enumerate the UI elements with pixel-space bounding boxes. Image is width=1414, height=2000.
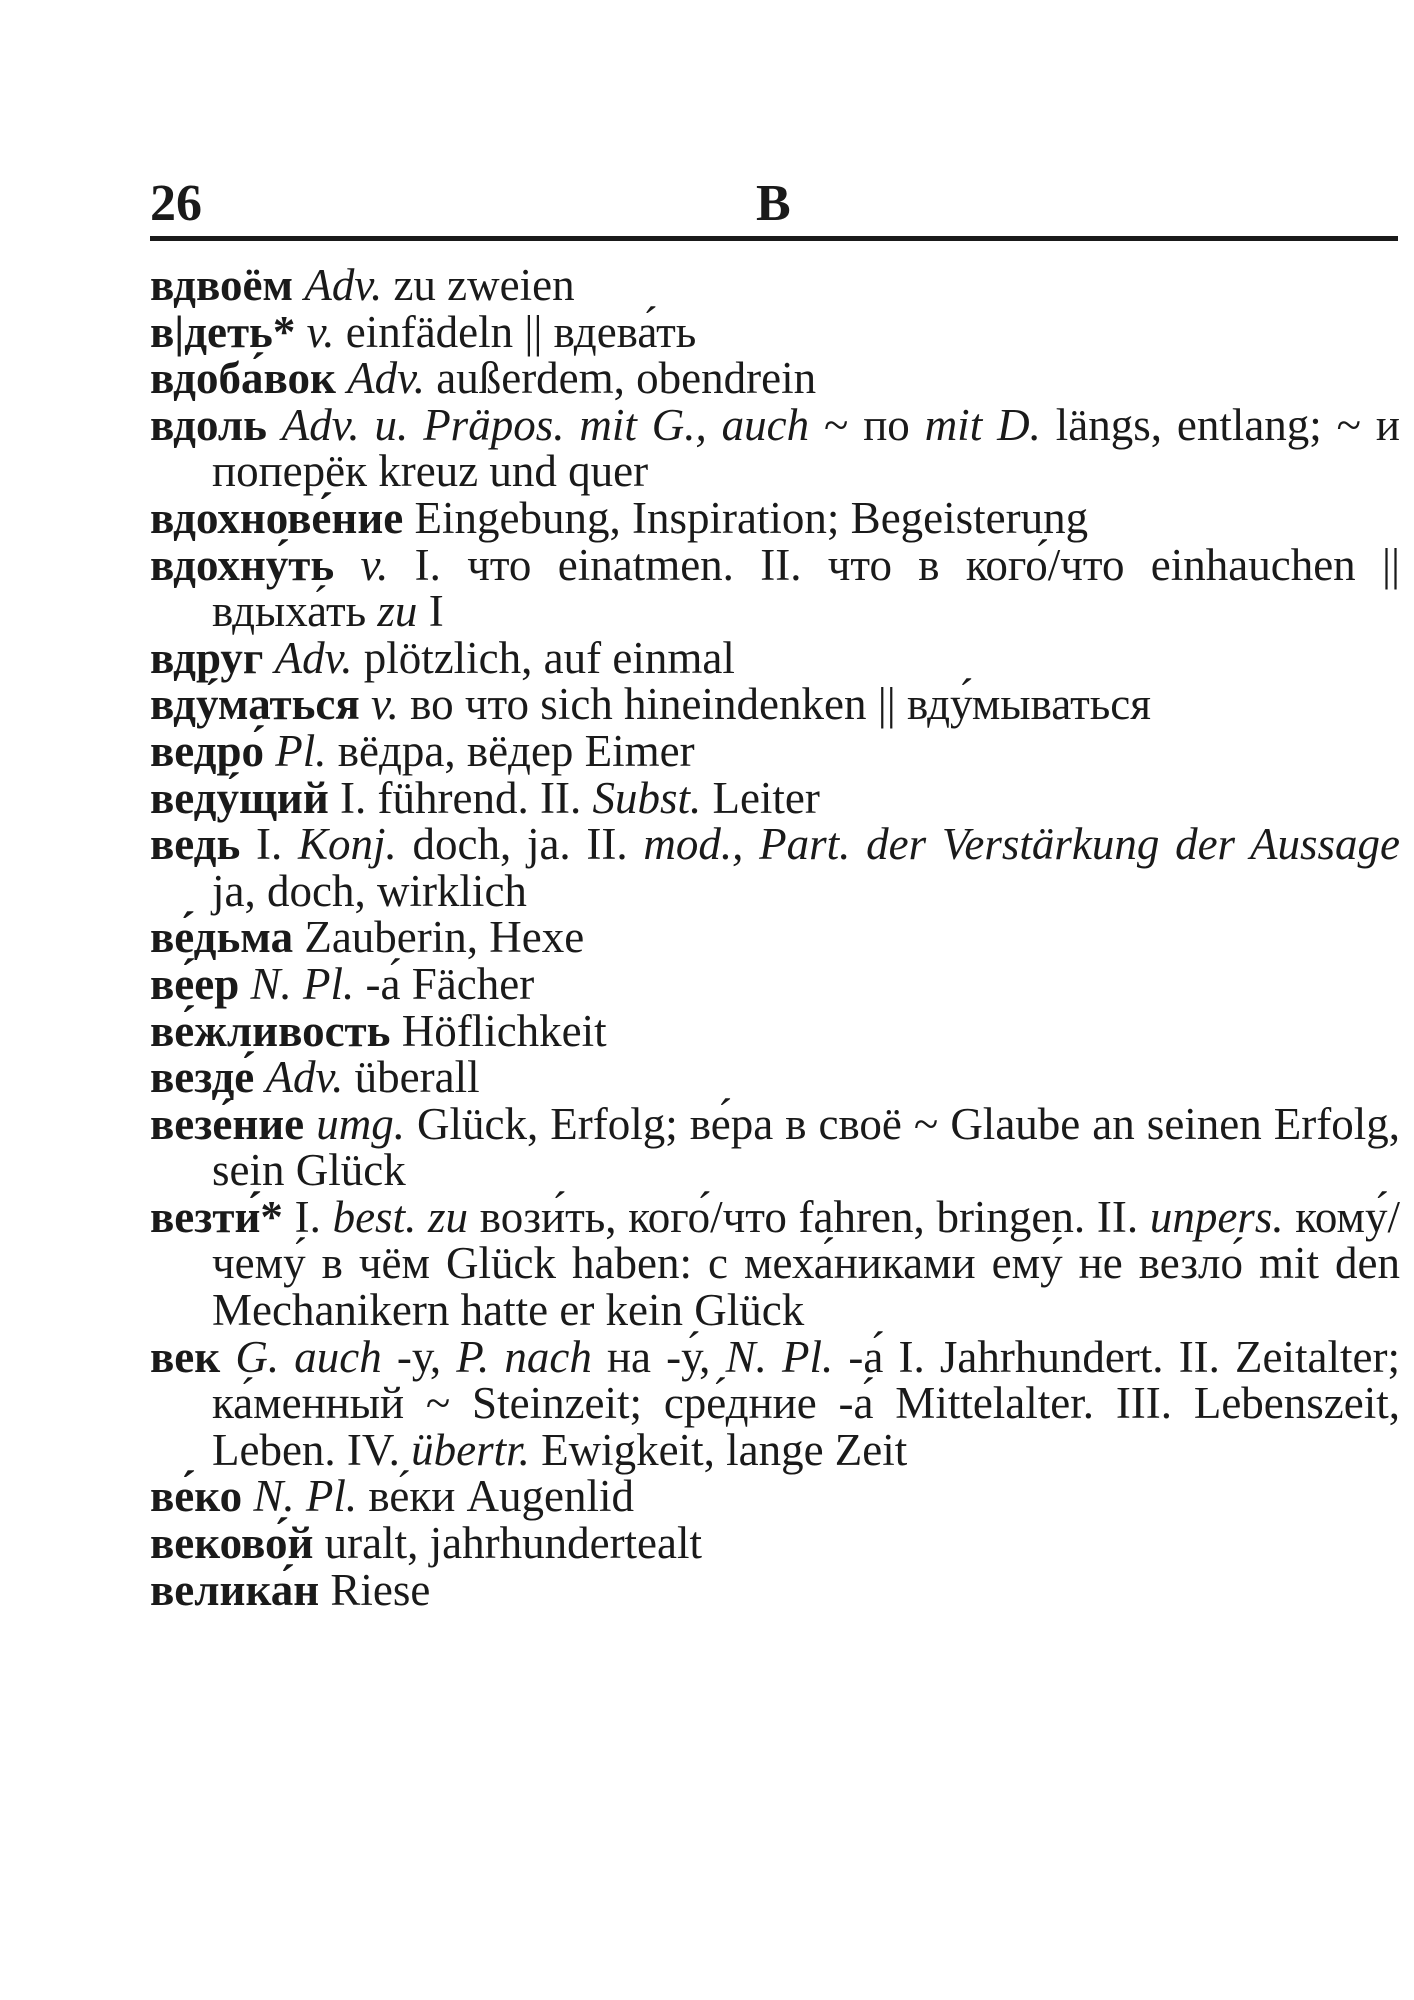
headword: ведро́ bbox=[150, 725, 264, 776]
grammar-label: v. bbox=[360, 539, 389, 590]
headword: вдохнове́ние bbox=[150, 492, 404, 543]
headword: везти́* bbox=[150, 1191, 283, 1242]
definition-text: I. что einatmen. II. что в кого́/что einhauchen || вдыха́ть bbox=[212, 539, 1400, 637]
definition-text bbox=[360, 679, 371, 729]
headword: ведь bbox=[150, 819, 241, 870]
definition-text: вози́ть, кого́/что fahren, bringen. II. bbox=[468, 1191, 1150, 1242]
definition-text: во что sich hineindenken || вду́мываться bbox=[398, 679, 1151, 730]
dictionary-entry bbox=[150, 914, 1400, 961]
dictionary-entry bbox=[150, 492, 1400, 543]
dictionary-entry bbox=[150, 681, 1400, 728]
definition-text: -а́ I. Jahrhundert. II. Zeitalter; ка́менный ~ Steinzeit; сре́дние -а́ Mittelalter. III. Lebenszeit, Leben. IV. bbox=[212, 1331, 1400, 1475]
definition-text: Glück, Erfolg; ве́ра в своё ~ Glaube an seinen Erfolg, sein Glück bbox=[212, 1098, 1401, 1196]
dictionary-entry bbox=[150, 1191, 1400, 1336]
grammar-label: N. Pl. bbox=[250, 958, 355, 1009]
dictionary-entry bbox=[150, 399, 1400, 497]
dictionary-entry bbox=[150, 262, 1400, 309]
headword: ве́ер bbox=[150, 958, 240, 1009]
definition-text bbox=[267, 400, 282, 450]
grammar-label: Adv. bbox=[304, 260, 383, 310]
page-number: 26 bbox=[150, 175, 202, 232]
grammar-label: umg. bbox=[316, 1098, 405, 1149]
grammar-label: Adv. u. Präpos. mit G., auch bbox=[281, 399, 810, 450]
grammar-label: G. auch bbox=[235, 1331, 382, 1382]
grammar-label: zu bbox=[377, 586, 418, 637]
grammar-label: v. bbox=[306, 306, 335, 357]
definition-text: Höflichkeit bbox=[390, 1005, 607, 1056]
dictionary-entry bbox=[150, 355, 1400, 402]
dictionary-entry bbox=[150, 1520, 1400, 1567]
dictionary-entry bbox=[150, 1005, 1400, 1056]
definition-text bbox=[263, 633, 274, 683]
headword: вдохну́ть bbox=[150, 539, 335, 590]
grammar-label: Adv. bbox=[265, 1052, 344, 1103]
section-letter: В bbox=[756, 175, 791, 232]
headword: в|деть* bbox=[150, 306, 296, 357]
headword: везе́ние bbox=[150, 1098, 305, 1149]
grammar-label: übertr. bbox=[411, 1424, 530, 1475]
dictionary-entry bbox=[150, 1473, 1400, 1520]
grammar-label: Pl. bbox=[275, 725, 327, 776]
headword: вдоль bbox=[150, 399, 267, 450]
dictionary-entry bbox=[150, 772, 1400, 823]
headword: везде́ bbox=[150, 1052, 255, 1103]
grammar-label: Konj. bbox=[297, 819, 397, 870]
definition-text: на -у́, bbox=[591, 1331, 726, 1382]
definition-text: вёдра, вёдер Eimer bbox=[326, 725, 695, 776]
definition-text: uralt, jahrhundertealt bbox=[313, 1518, 703, 1569]
headword: век bbox=[150, 1331, 221, 1382]
entry-list bbox=[150, 262, 1400, 1613]
dictionary-entry bbox=[150, 1054, 1400, 1101]
headword: вдвоём bbox=[150, 260, 294, 310]
dictionary-entry bbox=[150, 1564, 1400, 1615]
definition-text: I bbox=[417, 586, 444, 637]
grammar-label: mit D. bbox=[924, 399, 1041, 450]
grammar-label: v. bbox=[371, 679, 399, 730]
definition-text: zu zweien bbox=[382, 260, 575, 310]
definition-text: I. bbox=[282, 1191, 333, 1242]
page-header bbox=[150, 172, 1398, 241]
grammar-label: mod., Part. der Verstärkung der Aussage bbox=[643, 819, 1400, 870]
definition-text bbox=[336, 353, 347, 403]
definition-text bbox=[239, 959, 250, 1009]
definition-text: Riese bbox=[319, 1564, 431, 1615]
definition-text: Ewigkeit, lange Zeit bbox=[529, 1424, 908, 1475]
definition-text: -у, bbox=[381, 1331, 457, 1382]
definition-text: außerdem, obendrein bbox=[425, 353, 817, 404]
definition-text bbox=[334, 540, 360, 590]
grammar-label: N. Pl. bbox=[253, 1471, 358, 1522]
definition-text: I. führend. II. bbox=[328, 772, 593, 823]
definition-text: ве́ки Augenlid bbox=[357, 1471, 635, 1522]
dictionary-entry bbox=[150, 821, 1400, 914]
definition-text: einfädeln || вдева́ть bbox=[334, 306, 697, 357]
dictionary-entry bbox=[150, 958, 1400, 1009]
grammar-label: best. zu bbox=[332, 1191, 469, 1242]
headword: ве́дьма bbox=[150, 912, 294, 963]
headword: веду́щий bbox=[150, 772, 329, 823]
grammar-label: P. nach bbox=[456, 1331, 592, 1382]
grammar-label: Adv. bbox=[274, 632, 353, 683]
headword: вду́маться bbox=[150, 679, 360, 730]
definition-text bbox=[304, 1099, 316, 1149]
dictionary-entry bbox=[150, 306, 1400, 357]
definition-text: Eingebung, Inspiration; Begeisterung bbox=[403, 492, 1089, 543]
definition-text: längs, entlang; ~ и поперёк kreuz und quer bbox=[212, 399, 1400, 497]
dictionary-entry bbox=[150, 539, 1400, 637]
headword: ве́жливость bbox=[150, 1005, 391, 1056]
definition-text: plötzlich, auf einmal bbox=[352, 632, 735, 683]
definition-text: I. bbox=[240, 819, 298, 870]
definition-text: doch, ja. II. bbox=[396, 819, 644, 870]
definition-text bbox=[254, 1052, 265, 1102]
headword: вдоба́вок bbox=[150, 353, 336, 404]
headword: велика́н bbox=[150, 1564, 320, 1615]
definition-text: ~ по bbox=[809, 399, 925, 450]
headword: ве́ко bbox=[150, 1471, 243, 1522]
definition-text: Zauberin, Hexe bbox=[293, 912, 585, 963]
headword: вдруг bbox=[150, 632, 264, 683]
definition-text: -а́ Fächer bbox=[354, 958, 535, 1009]
grammar-label: Subst. bbox=[592, 772, 702, 823]
definition-text bbox=[293, 260, 304, 310]
dictionary-entry bbox=[150, 725, 1400, 776]
definition-text: ja, doch, wirklich bbox=[212, 865, 527, 916]
definition-text bbox=[264, 726, 275, 776]
definition-text bbox=[242, 1471, 253, 1521]
grammar-label: Adv. bbox=[347, 353, 425, 404]
definition-text bbox=[220, 1332, 235, 1382]
definition-text: кому́/чему́ в чём Glück haben: с меха́никами ему́ не везло́ mit den Mechanikern hatte er kein Glück bbox=[212, 1191, 1400, 1336]
dictionary-entry bbox=[150, 632, 1400, 683]
grammar-label: unpers. bbox=[1149, 1191, 1284, 1242]
definition-text bbox=[295, 307, 306, 357]
definition-text: Leiter bbox=[701, 772, 820, 823]
grammar-label: N. Pl. bbox=[725, 1331, 834, 1382]
headword: веково́й bbox=[150, 1518, 314, 1569]
definition-text: überall bbox=[343, 1052, 480, 1103]
dictionary-entry bbox=[150, 1331, 1400, 1475]
dictionary-entry bbox=[150, 1098, 1401, 1196]
